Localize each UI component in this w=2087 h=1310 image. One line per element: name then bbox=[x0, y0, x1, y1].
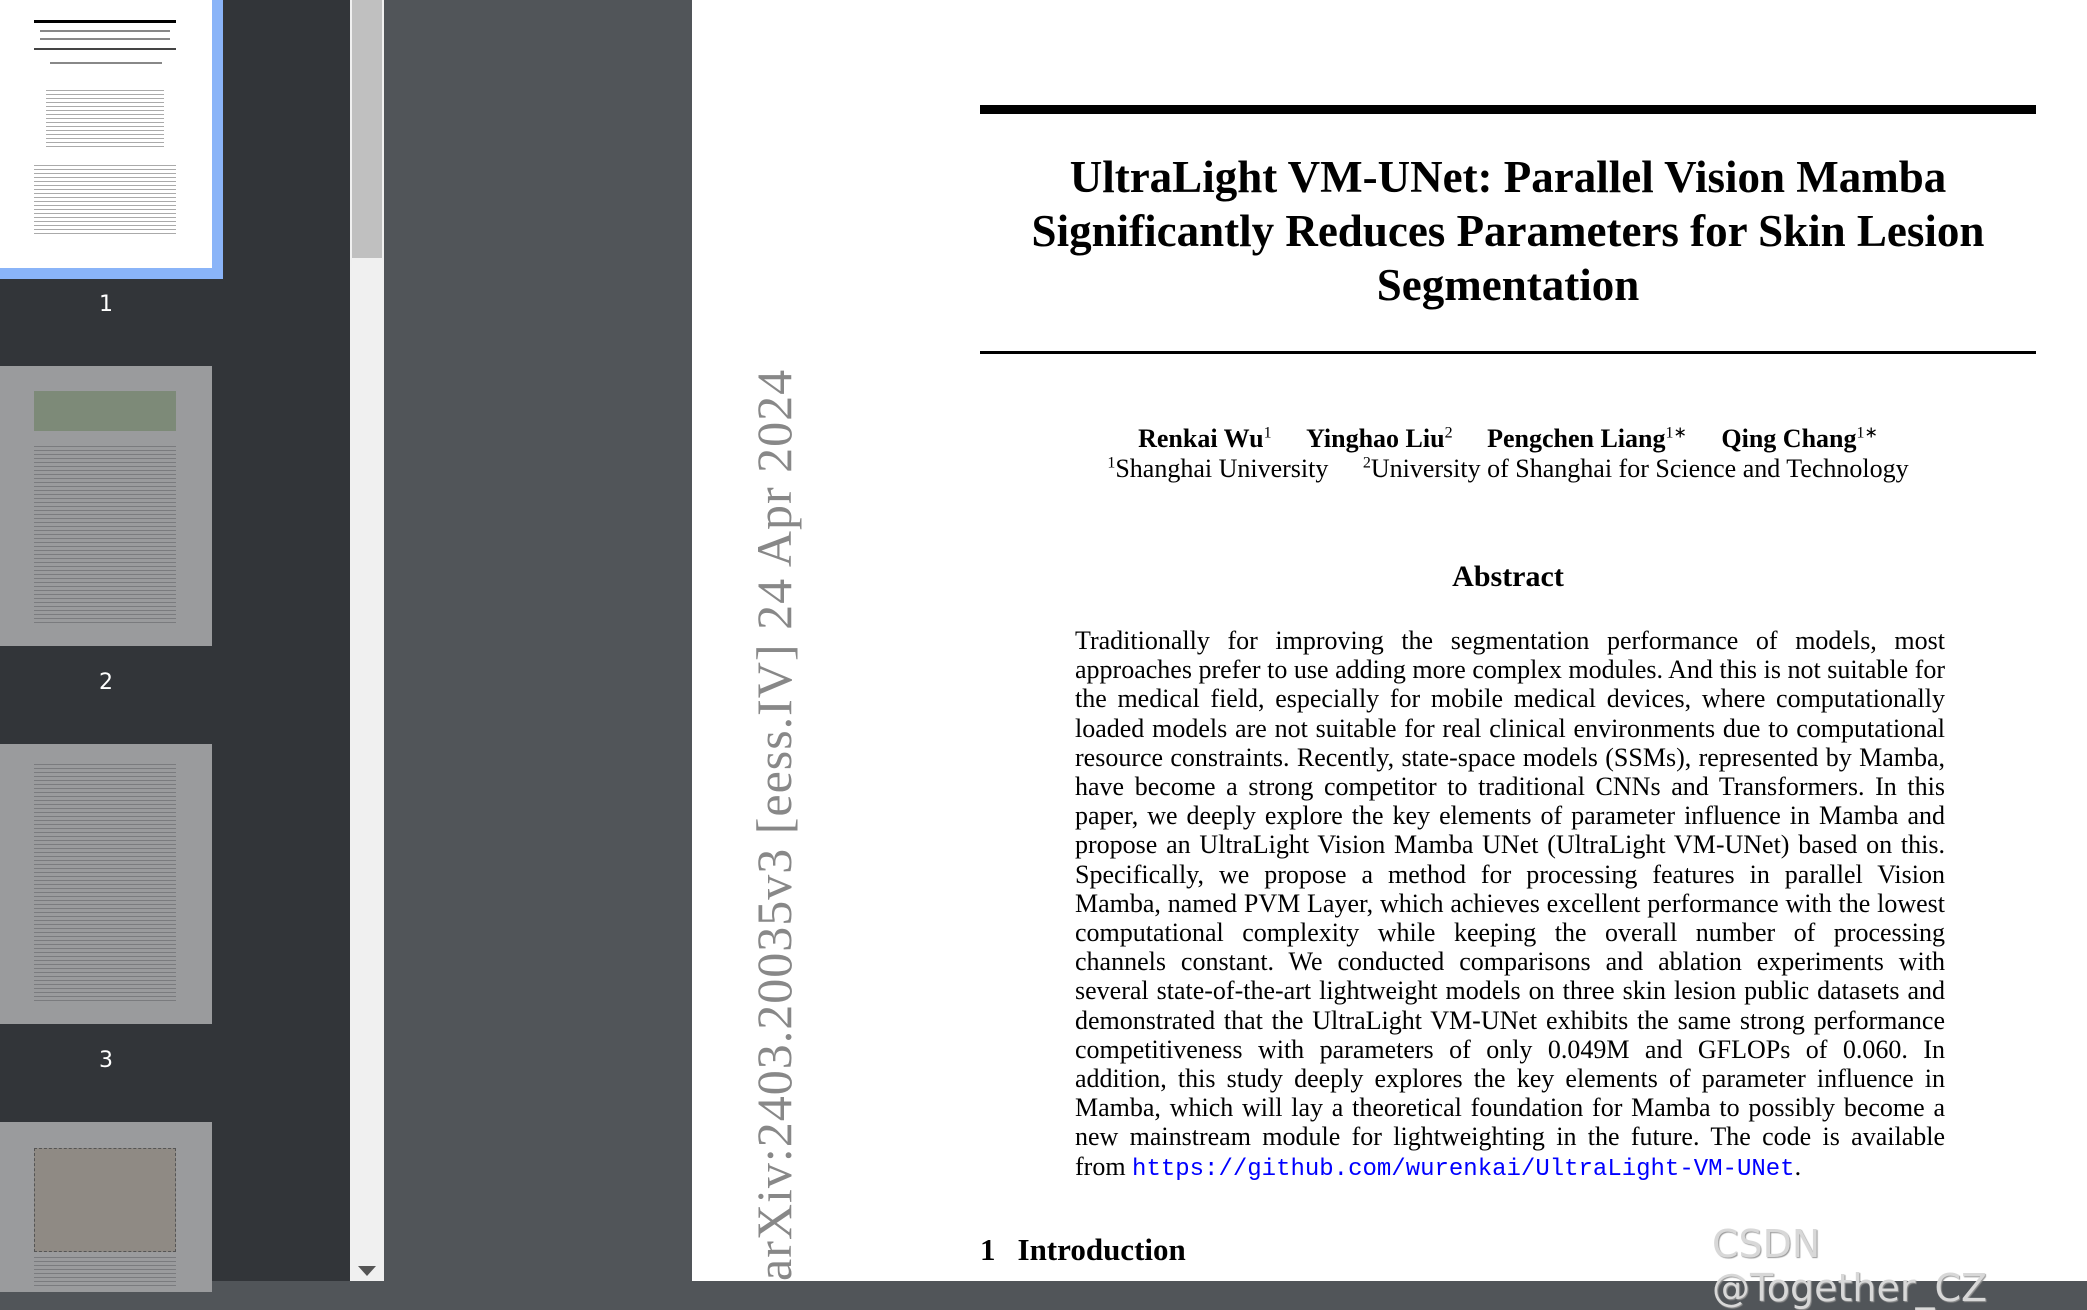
thumbnail-sidebar bbox=[0, 0, 350, 1281]
author: Qing Chang$^{1∗}$ bbox=[1721, 423, 1878, 453]
author: Renkai Wu$^1$ bbox=[1138, 423, 1272, 453]
title-bottom-rule bbox=[980, 351, 2036, 354]
title-top-rule bbox=[980, 105, 2036, 114]
abstract-body: Traditionally for improving the segmentation performance of models, most approaches prefer to use adding more complex modules. And this is not suitable for the medical field, especially for mobile medical devices, where computationally loaded models are not suitable for real clinical environments due to computational resource constraints. Recently, state-space models (SSMs), represented by Mamba, have become a strong competitor to traditional CNNs and Transformers. In this paper, we deeply explore the key elements of parameter influence in Mamba and propose an UltraLight Vision Mamba UNet (UltraLight VM-UNet) based on this. Specifically, we propose a method for processing features in parallel Vision Mamba, named PVM Layer, which achieves excellent performance with the lowest computational complexity while keeping the overall number of processing channels constant. We conducted comparisons and ablation experiments with several state-of-the-art lightweight models on three skin lesion public datasets and demonstrated that the UltraLight VM-UNet exhibits the same strong performance competitiveness with parameters of only 0.049M and GFLOPs of 0.060. In addition, this study deeply explores the key elements of parameter influence in Mamba, which will lay a theoretical foundation for Mamba to possibly become a new mainstream module for lightweighting in the future. The code is available from https://github.com/wurenkai/UltraLight-VM-UNet. bbox=[1075, 626, 1945, 1183]
scroll-down-arrow-icon[interactable] bbox=[358, 1266, 376, 1276]
abstract-heading: Abstract bbox=[1452, 560, 1564, 593]
section-heading: 1 Introduction bbox=[980, 1232, 1186, 1267]
author: Pengchen Liang$^{1∗}$ bbox=[1487, 423, 1687, 453]
page-number-label: 3 bbox=[99, 1048, 113, 1073]
affiliations bbox=[980, 454, 2036, 484]
paper-title: UltraLight VM-UNet: Parallel Vision Mamba Significantly Reduces Parameters for Skin Lesion Segmentation bbox=[1031, 152, 1985, 310]
author: Yinghao Liu$^2$ bbox=[1306, 423, 1453, 453]
code-link[interactable]: https://github.com/wurenkai/UltraLight-VM-UNet bbox=[1132, 1155, 1795, 1183]
page-thumbnail-4[interactable] bbox=[0, 1122, 212, 1292]
page-thumbnail-2[interactable] bbox=[0, 366, 212, 646]
page-thumbnail-3[interactable] bbox=[0, 744, 212, 1024]
pdf-page bbox=[692, 0, 2087, 1281]
page-number-label: 2 bbox=[99, 670, 113, 695]
author-list bbox=[980, 422, 2036, 454]
csdn-watermark: CSDN @Together_CZ bbox=[1712, 1222, 1988, 1310]
affiliation: $^2$University of Shanghai for Science and Technology bbox=[1362, 454, 1909, 483]
affiliation: $^1$Shanghai University bbox=[1107, 454, 1329, 483]
scrollbar-thumb[interactable] bbox=[352, 0, 382, 258]
page-thumbnail-1[interactable] bbox=[0, 0, 212, 268]
page-number-label: 1 bbox=[99, 292, 113, 317]
arxiv-stamp: arXiv:2403.20035v3 [eess.IV] 24 Apr 2024 bbox=[746, 368, 802, 1281]
